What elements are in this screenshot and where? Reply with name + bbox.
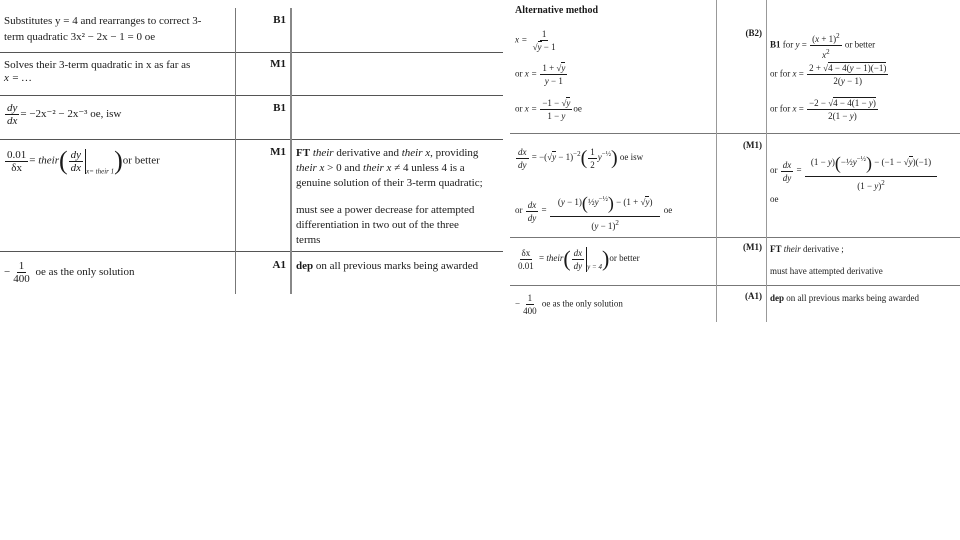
answer-cell	[4, 30, 155, 45]
column-divider	[235, 8, 236, 294]
divider	[0, 139, 503, 140]
section-heading: Alternative method	[515, 5, 599, 16]
answer-cell	[4, 71, 32, 86]
ratio-fraction: $\frac{0.01}{\delta x}$	[7, 148, 27, 174]
mark-label: M1	[270, 58, 286, 70]
column-divider	[290, 8, 292, 294]
mark-label: (M1)	[743, 140, 762, 150]
answer-cell	[4, 102, 121, 127]
mark-label: (B2)	[745, 28, 762, 38]
answer-text: Solves their 3-term quadratic in x as far as	[4, 59, 191, 71]
divider	[0, 251, 503, 252]
guidance-cell: dep on all previous marks being awarded	[296, 260, 479, 272]
answer-text: oe as the only solution	[35, 266, 135, 279]
mark-label: A1	[272, 259, 286, 271]
guidance-cell: FT their derivative ;	[770, 244, 844, 254]
answer-cell: − $\frac{1}{400}$ oe as the only solution	[515, 293, 623, 316]
answer-text: term quadratic 3x² − 2x − 1 = 0 oe	[4, 31, 156, 43]
guidance-cell: must have attempted derivative	[770, 266, 883, 276]
guidance-cell: or $\frac{dx}{dy}$ = $\frac{(1 - y)(-\frac{1}{2}y^{-\frac{1}{2}}) - (-1 - √y)(-1)}{(1 - y)^2}$	[770, 150, 938, 192]
answer-cell: or $\frac{dx}{dy}$ = $\frac{(y - 1)(\frac{1}{2}y^{-\frac{1}{2}}) - (1 + √y)}{(y - 1)^2}$ oe	[515, 190, 672, 232]
answer-cell	[4, 58, 190, 73]
answer-cell: $\frac{\delta x}{0.01}$ = their( $\frac{dx}{dy}$ $_{y = 4}$)or better	[518, 246, 640, 272]
answer-text: = −2x⁻² − 2x⁻³ oe, isw	[20, 108, 122, 121]
result-fraction: $\frac{1}{400}$	[13, 260, 30, 285]
divider	[510, 237, 960, 238]
divider	[0, 95, 503, 96]
mark-label: B1	[273, 14, 286, 26]
guidance-cell: B1 for y = $\frac{(x + 1)^2}{x^2}$ or better	[770, 32, 876, 60]
derivative-fraction: $\frac{dy}{dx}$	[7, 102, 18, 127]
answer-text: Substitutes y = 4 and rearranges to correct 3-	[4, 15, 202, 27]
divider	[510, 285, 960, 286]
mark-label: M1	[270, 146, 286, 158]
mark-label: B1	[273, 102, 286, 114]
answer-cell: − $\frac{1}{400}$ oe as the only solution	[4, 260, 135, 285]
answer-cell: $\frac{0.01}{\delta x}$ = their( $\frac{dy}{dx}$ $_{x= their 1}$)or better	[7, 146, 160, 176]
answer-cell: $\frac{dx}{dy}$ = $-(√y - 1)^{-2}$( $\frac{1}{2}$ $y^{-\frac{1}{2}}$) oe isw	[518, 146, 644, 170]
answer-cell	[4, 14, 201, 29]
divider	[0, 52, 503, 53]
guidance-cell: or for x = $\frac{2 + √4 - 4(y - 1)(-1)}{2(y - 1)}$	[770, 63, 887, 86]
guidance-cell: or for x = $\frac{-2 - √4 - 4(1 - y)}{2(1 - y)}$	[770, 98, 876, 121]
divider	[510, 133, 960, 134]
guidance-cell: dep on all previous marks being awarded	[770, 293, 919, 303]
answer-cell: or x = $\frac{-1 - √y}{1 - y}$ oe	[515, 98, 582, 121]
mark-label: (M1)	[743, 242, 762, 252]
answer-cell: or x = $\frac{1 + √y}{y - 1}$	[515, 63, 566, 86]
column-divider	[716, 0, 717, 322]
guidance-cell: oe	[770, 194, 779, 204]
answer-cell: x = $\frac{1}{√y - 1}$	[515, 29, 556, 52]
column-divider	[766, 0, 767, 322]
guidance-cell: FT their derivative and their x, providing their x > 0 and their x ≠ 4 unless 4 is a genuine solution of their 3-term quadratic; must see a power decrease for attempted differentiation in two out of the three terms	[296, 147, 483, 246]
mark-label: (A1)	[745, 291, 762, 301]
answer-text: x = …	[4, 72, 32, 84]
